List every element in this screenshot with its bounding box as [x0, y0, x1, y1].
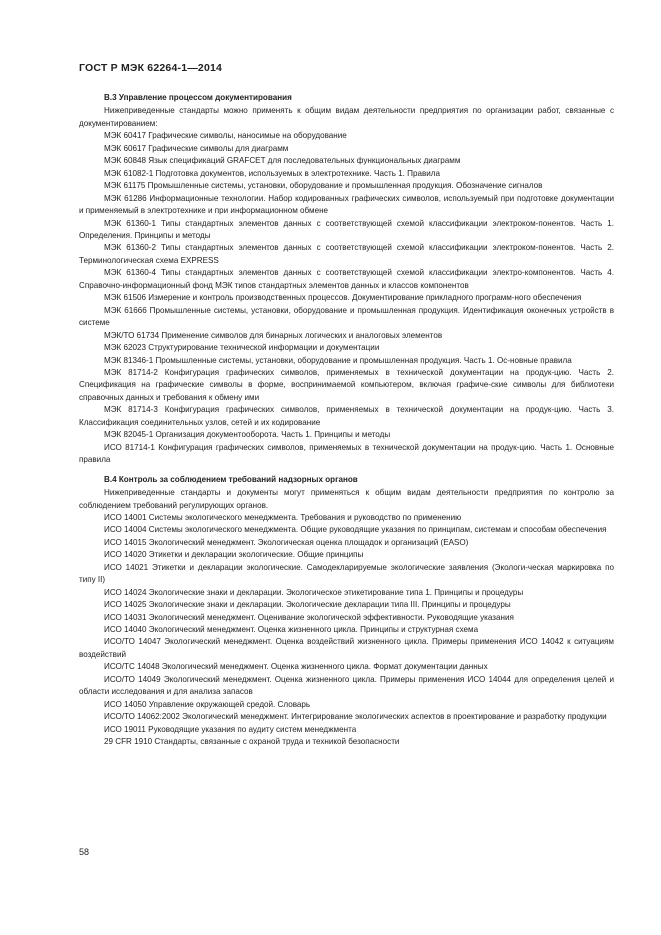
list-item: МЭК 60848 Язык спецификаций GRAFCET для последовательных функциональных диаграмм: [104, 156, 461, 166]
list-item: МЭК 81714-3 Конфигурация графических символов, применяемых в технической документации на продук-цию. Часть 3. Классификация соединительных узлов, сетей и их кодирование: [79, 405, 614, 427]
paragraph: Нижеприведенные стандарты можно применять к общим видам деятельности предприятия по организации работ, связанные с документированием:: [79, 106, 614, 128]
page-number: 58: [79, 847, 90, 857]
list-item: ИСО 14031 Экологический менеджмент. Оценивание экологической эффективности. Руководящие указания: [104, 612, 514, 622]
list-item: МЭК 61360-1 Типы стандартных элементов данных с соответствующей схемой классификации электроком-понентов. Часть 1. Определения. Принципы и методы: [79, 218, 614, 240]
document-body: [79, 92, 614, 749]
list-item: МЭК 61506 Измерение и контроль производственных процессов. Документирование прикладного программ-ного обеспечения: [104, 293, 582, 303]
list-item: ИСО 14040 Экологический менеджмент. Оценка жизненного цикла. Принципы и структурная схема: [104, 625, 479, 635]
list-item: ИСО/ТО 14049 Экологический менеджмент. Оценка жизненного цикла. Примеры применения ИСО 14044 для определения целей и области исследования и для анализа запасов: [79, 674, 614, 697]
list-item: 29 CFR 1910 Стандарты, связанные с охраной труда и техникой безопасности: [104, 737, 400, 747]
section-b4: [79, 474, 614, 749]
list-item: МЭК 61175 Промышленные системы, установки, оборудование и промышленная продукция. Обозначение сигналов: [104, 181, 543, 191]
list-item: ИСО 14001 Системы экологического менеджмента. Требования и руководство по применению: [104, 512, 462, 522]
list-item: ИСО/ТО 14062:2002 Экологический менеджмент. Интегрирование экологических аспектов в проектирование и разработку продукции: [104, 712, 607, 722]
list-item: ИСО 14024 Экологические знаки и декларации. Экологическое этикетирование типа 1. Принципы и процедуры: [104, 587, 524, 597]
list-item: ИСО 14004 Системы экологического менеджмента. Общие руководящие указания по принципам, системам и способам обеспечения: [104, 525, 607, 535]
list-item: ИСО 14025 Экологические знаки и декларации. Экологические декларации типа III. Принципы и процедуры: [104, 600, 511, 610]
list-item: ИСО/ТО 14047 Экологический менеджмент. Оценка воздействий жизненного цикла. Примеры применения ИСО 14042 к ситуациям воздействий: [79, 637, 614, 659]
section-gap: [79, 467, 614, 474]
list-item: МЭК 60417 Графические символы, наносимые на оборудование: [104, 131, 347, 141]
list-item: МЭК 61082-1 Подготовка документов, используемых в электротехнике. Часть 1. Правила: [104, 168, 441, 178]
section-b3: [79, 92, 614, 467]
list-item: ИСО 14021 Этикетки и декларации экологические. Самодекларируемые экологические заявления (Экологи-ческая маркировка по типу II): [79, 562, 614, 585]
list-item: ИСО 19011 Руководящие указания по аудиту систем менеджмента: [104, 724, 357, 734]
list-item: МЭК 60617 Графические символы для диаграмм: [104, 143, 289, 153]
list-item: МЭК/ТО 61734 Применение символов для бинарных логических и аналоговых элементов: [104, 330, 443, 340]
list-item: МЭК 81346-1 Промышленные системы, установки, оборудование и промышленная продукция. Часть 1. Ос-новные правила: [104, 355, 572, 365]
list-item: МЭК 61286 Информационные технологии. Набор кодированных графических символов, используемый при подготовке документации и применяемый в электротехнике и при информационном обмене: [79, 193, 614, 216]
list-item: ИСО 14050 Управление окружающей средой. Словарь: [104, 699, 311, 709]
paragraph: Нижеприведенные стандарты и документы могут применяться к общим видам деятельности предприятия по контролю за соблюдением требований регулирующих органов.: [79, 488, 614, 510]
list-item: МЭК 61666 Промышленные системы, установки, оборудование и промышленная продукция. Идентификация оконечных устройств в системе: [79, 305, 614, 328]
list-item: МЭК 61360-4 Типы стандартных элементов данных с соответствующей схемой классификации электро-компонентов. Часть 4. Справочно-информационный фонд МЭК типов стандартных элементов данных и классов компонентов: [79, 268, 614, 290]
list-item: ИСО 14015 Экологический менеджмент. Экологическая оценка площадок и организаций (EASO): [104, 537, 469, 547]
document-header: ГОСТ Р МЭК 62264-1—2014: [79, 62, 223, 74]
section-title: В.3 Управление процессом документирования: [104, 93, 292, 102]
list-item: ИСО/ТС 14048 Экологический менеджмент. Оценка жизненного цикла. Формат документации данных: [104, 662, 488, 672]
list-item: МЭК 82045-1 Организация документооборота. Часть 1. Принципы и методы: [104, 430, 391, 440]
list-item: МЭК 81714-2 Конфигурация графических символов, применяемых в технической документации на продук-цию. Часть 2. Спецификация на графические символы в форме, воспринимаемой компьютером, включая графиче-ские символы для библиотеки справочных данных и требования к обмену ими: [79, 367, 614, 402]
section-title: В.4 Контроль за соблюдением требований надзорных органов: [104, 474, 358, 484]
list-item: МЭК 61360-2 Типы стандартных элементов данных с соответствующей схемой классификации электроком-понентов. Часть 2. Терминологическая схема EXPRESS: [79, 243, 614, 265]
list-item: МЭК 62023 Структурирование технической информации и документации: [104, 343, 380, 353]
list-item: ИСО 81714-1 Конфигурация графических символов, применяемых в технической документации на продук-цию. Часть 1. Основные правила: [79, 442, 614, 465]
list-item: ИСО 14020 Этикетки и декларации экологические. Общие принципы: [104, 550, 364, 560]
